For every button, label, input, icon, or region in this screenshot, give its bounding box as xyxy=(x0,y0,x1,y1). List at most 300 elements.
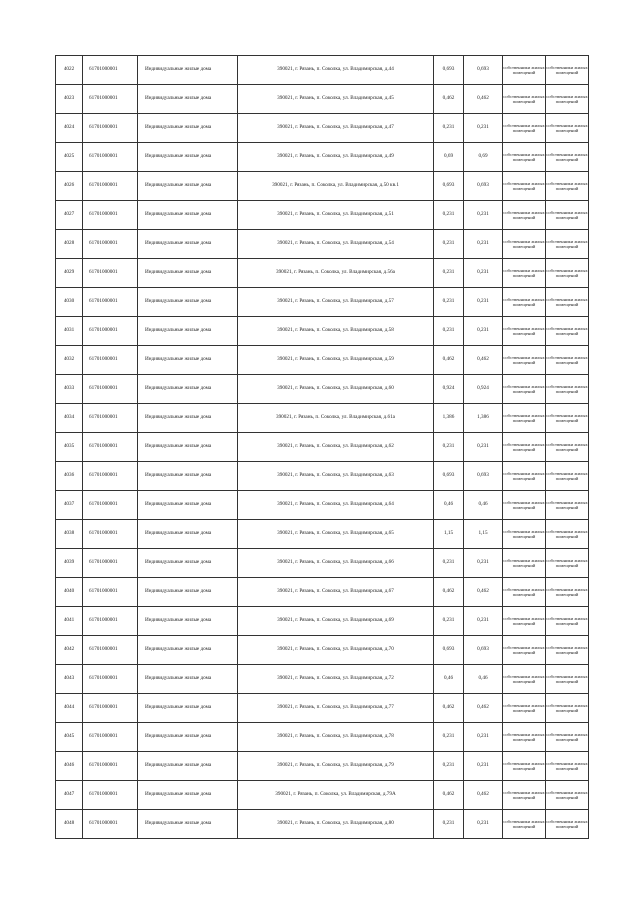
address: 390021, г. Рязань, п. Соколка, ул. Владимирская, д.77 xyxy=(238,694,434,723)
owner-text: собственники жилых помещений xyxy=(546,325,588,336)
oktmo-code: 61701000001 xyxy=(83,433,138,462)
oktmo-code: 61701000001 xyxy=(83,549,138,578)
owner-cell xyxy=(503,230,546,259)
table-row xyxy=(56,520,589,549)
row-number: 4041 xyxy=(56,607,83,636)
owner-cell-2 xyxy=(546,317,589,346)
oktmo-code: 61701000001 xyxy=(83,201,138,230)
owner-cell-2 xyxy=(546,433,589,462)
object-type: Индивидуальные жилые дома xyxy=(138,114,238,143)
owner-cell-2 xyxy=(546,230,589,259)
address: 390021, г. Рязань, п. Соколка, ул. Владимирская, д.69 xyxy=(238,607,434,636)
owner-text: собственники жилых помещений xyxy=(503,499,545,510)
owner-cell-2 xyxy=(546,172,589,201)
table-row xyxy=(56,56,589,85)
owner-cell xyxy=(503,462,546,491)
object-type: Индивидуальные жилые дома xyxy=(138,636,238,665)
owner-text: собственники жилых помещений xyxy=(546,151,588,162)
owner-text: собственники жилых помещений xyxy=(546,615,588,626)
row-number: 4030 xyxy=(56,288,83,317)
owner-cell-2 xyxy=(546,752,589,781)
owner-cell xyxy=(503,665,546,694)
table-row xyxy=(56,636,589,665)
owner-text: собственники жилых помещений xyxy=(546,267,588,278)
table-row xyxy=(56,607,589,636)
document-page xyxy=(55,55,588,839)
owner-text: собственники жилых помещений xyxy=(503,325,545,336)
row-number: 4038 xyxy=(56,520,83,549)
volume-value: 0,231 xyxy=(434,230,464,259)
volume-value-total: 0,46 xyxy=(464,665,503,694)
owner-cell-2 xyxy=(546,491,589,520)
volume-value: 0,46 xyxy=(434,665,464,694)
object-type: Индивидуальные жилые дома xyxy=(138,375,238,404)
volume-value-total: 0,693 xyxy=(464,172,503,201)
owner-text: собственники жилых помещений xyxy=(546,354,588,365)
owner-text: собственники жилых помещений xyxy=(546,180,588,191)
owner-cell-2 xyxy=(546,201,589,230)
volume-value-total: 0,231 xyxy=(464,549,503,578)
volume-value: 0,231 xyxy=(434,752,464,781)
oktmo-code: 61701000001 xyxy=(83,636,138,665)
object-type: Индивидуальные жилые дома xyxy=(138,56,238,85)
volume-value-total: 0,693 xyxy=(464,56,503,85)
owner-cell xyxy=(503,404,546,433)
object-type: Индивидуальные жилые дома xyxy=(138,723,238,752)
table-body xyxy=(56,56,589,839)
volume-value: 0,231 xyxy=(434,288,464,317)
owner-cell xyxy=(503,810,546,839)
row-number: 4044 xyxy=(56,694,83,723)
owner-cell-2 xyxy=(546,694,589,723)
owner-text: собственники жилых помещений xyxy=(546,64,588,75)
object-type: Индивидуальные жилые дома xyxy=(138,694,238,723)
owner-cell xyxy=(503,491,546,520)
owner-text: собственники жилых помещений xyxy=(546,499,588,510)
oktmo-code: 61701000001 xyxy=(83,520,138,549)
row-number: 4034 xyxy=(56,404,83,433)
oktmo-code: 61701000001 xyxy=(83,404,138,433)
volume-value: 0,693 xyxy=(434,172,464,201)
owner-text: собственники жилых помещений xyxy=(546,93,588,104)
owner-text: собственники жилых помещений xyxy=(503,760,545,771)
address: 390021, г. Рязань, п. Соколка, ул. Владимирская, д.61а xyxy=(238,404,434,433)
owner-text: собственники жилых помещений xyxy=(503,731,545,742)
owner-text: собственники жилых помещений xyxy=(503,528,545,539)
address: 390021, г. Рязань, п. Соколка, ул. Владимирская, д.60 xyxy=(238,375,434,404)
owner-text: собственники жилых помещений xyxy=(503,209,545,220)
owner-cell-2 xyxy=(546,404,589,433)
volume-value-total: 0,462 xyxy=(464,781,503,810)
volume-value: 0,462 xyxy=(434,694,464,723)
owner-cell xyxy=(503,607,546,636)
owner-text: собственники жилых помещений xyxy=(503,615,545,626)
row-number: 4029 xyxy=(56,259,83,288)
table-row xyxy=(56,491,589,520)
object-type: Индивидуальные жилые дома xyxy=(138,665,238,694)
address: 390021, г. Рязань, п. Соколка, ул. Владимирская, д.49 xyxy=(238,143,434,172)
row-number: 4023 xyxy=(56,85,83,114)
object-type: Индивидуальные жилые дома xyxy=(138,259,238,288)
volume-value-total: 0,231 xyxy=(464,723,503,752)
address: 390021, г. Рязань, п. Соколка, ул. Владимирская, д.63 xyxy=(238,462,434,491)
object-type: Индивидуальные жилые дома xyxy=(138,143,238,172)
row-number: 4027 xyxy=(56,201,83,230)
owner-text: собственники жилых помещений xyxy=(503,412,545,423)
volume-value: 0,231 xyxy=(434,723,464,752)
volume-value: 0,693 xyxy=(434,56,464,85)
volume-value-total: 0,231 xyxy=(464,201,503,230)
address: 390021, г. Рязань, п. Соколка, ул. Владимирская, д.66 xyxy=(238,549,434,578)
address: 390021, г. Рязань, п. Соколка, ул. Владимирская, д.65 xyxy=(238,520,434,549)
owner-cell-2 xyxy=(546,462,589,491)
volume-value-total: 0,231 xyxy=(464,288,503,317)
object-type: Индивидуальные жилые дома xyxy=(138,781,238,810)
owner-cell-2 xyxy=(546,346,589,375)
oktmo-code: 61701000001 xyxy=(83,781,138,810)
owner-cell xyxy=(503,433,546,462)
volume-value-total: 0,462 xyxy=(464,578,503,607)
owner-text: собственники жилых помещений xyxy=(503,354,545,365)
owner-text: собственники жилых помещений xyxy=(546,441,588,452)
table-row xyxy=(56,462,589,491)
owner-text: собственники жилых помещений xyxy=(546,528,588,539)
table-row xyxy=(56,143,589,172)
volume-value: 1,15 xyxy=(434,520,464,549)
volume-value: 0,462 xyxy=(434,346,464,375)
oktmo-code: 61701000001 xyxy=(83,346,138,375)
oktmo-code: 61701000001 xyxy=(83,752,138,781)
table-row xyxy=(56,288,589,317)
table-row xyxy=(56,201,589,230)
volume-value-total: 0,46 xyxy=(464,491,503,520)
owner-cell xyxy=(503,56,546,85)
owner-cell xyxy=(503,288,546,317)
owner-cell xyxy=(503,578,546,607)
oktmo-code: 61701000001 xyxy=(83,317,138,346)
volume-value-total: 0,924 xyxy=(464,375,503,404)
address: 390021, г. Рязань, п. Соколка, ул. Владимирская, д.56а xyxy=(238,259,434,288)
owner-text: собственники жилых помещений xyxy=(503,644,545,655)
table-row xyxy=(56,317,589,346)
owner-cell xyxy=(503,172,546,201)
volume-value-total: 0,231 xyxy=(464,433,503,462)
volume-value: 0,69 xyxy=(434,143,464,172)
owner-cell-2 xyxy=(546,665,589,694)
volume-value-total: 0,231 xyxy=(464,607,503,636)
volume-value: 0,231 xyxy=(434,317,464,346)
address: 390021, г. Рязань, п. Соколка, ул. Владимирская, д.67 xyxy=(238,578,434,607)
owner-cell xyxy=(503,143,546,172)
row-number: 4028 xyxy=(56,230,83,259)
table-row xyxy=(56,810,589,839)
row-number: 4033 xyxy=(56,375,83,404)
owner-cell-2 xyxy=(546,114,589,143)
volume-value-total: 0,231 xyxy=(464,259,503,288)
owner-cell-2 xyxy=(546,723,589,752)
table-row xyxy=(56,433,589,462)
volume-value: 0,231 xyxy=(434,810,464,839)
volume-value-total: 0,462 xyxy=(464,85,503,114)
object-type: Индивидуальные жилые дома xyxy=(138,346,238,375)
volume-value-total: 0,462 xyxy=(464,694,503,723)
oktmo-code: 61701000001 xyxy=(83,462,138,491)
oktmo-code: 61701000001 xyxy=(83,230,138,259)
owner-cell-2 xyxy=(546,781,589,810)
row-number: 4047 xyxy=(56,781,83,810)
oktmo-code: 61701000001 xyxy=(83,375,138,404)
owner-cell xyxy=(503,114,546,143)
owner-text: собственники жилых помещений xyxy=(503,470,545,481)
owner-cell xyxy=(503,636,546,665)
volume-value-total: 0,231 xyxy=(464,114,503,143)
row-number: 4031 xyxy=(56,317,83,346)
owner-text: собственники жилых помещений xyxy=(503,180,545,191)
table-row xyxy=(56,114,589,143)
object-type: Индивидуальные жилые дома xyxy=(138,491,238,520)
owner-cell-2 xyxy=(546,56,589,85)
object-type: Индивидуальные жилые дома xyxy=(138,520,238,549)
address: 390021, г. Рязань, п. Соколка, ул. Владимирская, д.72 xyxy=(238,665,434,694)
address: 390021, г. Рязань, п. Соколка, ул. Владимирская, д.70 xyxy=(238,636,434,665)
table-row xyxy=(56,781,589,810)
address: 390021, г. Рязань, п. Соколка, ул. Владимирская, д.59 xyxy=(238,346,434,375)
address: 390021, г. Рязань, п. Соколка, ул. Владимирская, д.51 xyxy=(238,201,434,230)
row-number: 4042 xyxy=(56,636,83,665)
owner-text: собственники жилых помещений xyxy=(546,383,588,394)
owner-cell xyxy=(503,723,546,752)
row-number: 4026 xyxy=(56,172,83,201)
oktmo-code: 61701000001 xyxy=(83,143,138,172)
owner-cell-2 xyxy=(546,578,589,607)
object-type: Индивидуальные жилые дома xyxy=(138,549,238,578)
owner-cell-2 xyxy=(546,607,589,636)
volume-value-total: 0,231 xyxy=(464,810,503,839)
object-type: Индивидуальные жилые дома xyxy=(138,578,238,607)
oktmo-code: 61701000001 xyxy=(83,85,138,114)
owner-cell xyxy=(503,317,546,346)
row-number: 4039 xyxy=(56,549,83,578)
table-row xyxy=(56,665,589,694)
volume-value-total: 0,231 xyxy=(464,317,503,346)
owner-cell-2 xyxy=(546,288,589,317)
table-row xyxy=(56,346,589,375)
owner-text: собственники жилых помещений xyxy=(546,412,588,423)
table-row xyxy=(56,694,589,723)
owner-cell xyxy=(503,549,546,578)
address: 390021, г. Рязань, п. Соколка, ул. Владимирская, д.47 xyxy=(238,114,434,143)
owner-text: собственники жилых помещений xyxy=(503,586,545,597)
volume-value: 0,924 xyxy=(434,375,464,404)
row-number: 4046 xyxy=(56,752,83,781)
object-type: Индивидуальные жилые дома xyxy=(138,85,238,114)
owner-text: собственники жилых помещений xyxy=(546,789,588,800)
oktmo-code: 61701000001 xyxy=(83,810,138,839)
owner-text: собственники жилых помещений xyxy=(546,731,588,742)
table-row xyxy=(56,259,589,288)
volume-value: 0,693 xyxy=(434,636,464,665)
object-type: Индивидуальные жилые дома xyxy=(138,607,238,636)
owner-text: собственники жилых помещений xyxy=(546,586,588,597)
owner-text: собственники жилых помещений xyxy=(546,296,588,307)
oktmo-code: 61701000001 xyxy=(83,114,138,143)
object-type: Индивидуальные жилые дома xyxy=(138,172,238,201)
address: 390021, г. Рязань, п. Соколка, ул. Владимирская, д.80 xyxy=(238,810,434,839)
owner-cell xyxy=(503,201,546,230)
address: 390021, г. Рязань, п. Соколка, ул. Владимирская, д.57 xyxy=(238,288,434,317)
volume-value-total: 1,15 xyxy=(464,520,503,549)
row-number: 4032 xyxy=(56,346,83,375)
object-type: Индивидуальные жилые дома xyxy=(138,288,238,317)
table-row xyxy=(56,85,589,114)
row-number: 4035 xyxy=(56,433,83,462)
object-type: Индивидуальные жилые дома xyxy=(138,317,238,346)
row-number: 4045 xyxy=(56,723,83,752)
volume-value: 0,462 xyxy=(434,578,464,607)
row-number: 4036 xyxy=(56,462,83,491)
volume-value-total: 0,231 xyxy=(464,230,503,259)
owner-text: собственники жилых помещений xyxy=(546,209,588,220)
volume-value: 0,231 xyxy=(434,549,464,578)
owner-cell-2 xyxy=(546,636,589,665)
owner-cell xyxy=(503,346,546,375)
owner-cell-2 xyxy=(546,810,589,839)
address: 390021, г. Рязань, п. Соколка, ул. Владимирская, д.79А xyxy=(238,781,434,810)
address: 390021, г. Рязань, п. Соколка, ул. Владимирская, д.54 xyxy=(238,230,434,259)
oktmo-code: 61701000001 xyxy=(83,56,138,85)
owner-cell-2 xyxy=(546,520,589,549)
owner-text: собственники жилых помещений xyxy=(503,818,545,829)
volume-value-total: 0,462 xyxy=(464,346,503,375)
owner-text: собственники жилых помещений xyxy=(503,64,545,75)
oktmo-code: 61701000001 xyxy=(83,665,138,694)
address: 390021, г. Рязань, п. Соколка, ул. Владимирская, д.50 кв.1 xyxy=(238,172,434,201)
volume-value: 0,462 xyxy=(434,781,464,810)
owner-text: собственники жилых помещений xyxy=(546,673,588,684)
owner-text: собственники жилых помещений xyxy=(503,673,545,684)
owner-cell-2 xyxy=(546,549,589,578)
volume-value: 0,231 xyxy=(434,259,464,288)
owner-text: собственники жилых помещений xyxy=(503,93,545,104)
owner-text: собственники жилых помещений xyxy=(546,557,588,568)
volume-value-total: 0,693 xyxy=(464,462,503,491)
object-type: Индивидуальные жилые дома xyxy=(138,810,238,839)
object-type: Индивидуальные жилые дома xyxy=(138,752,238,781)
volume-value: 0,46 xyxy=(434,491,464,520)
owner-cell xyxy=(503,85,546,114)
volume-value: 0,231 xyxy=(434,607,464,636)
object-type: Индивидуальные жилые дома xyxy=(138,404,238,433)
owner-cell xyxy=(503,694,546,723)
table-row xyxy=(56,578,589,607)
volume-value: 1,386 xyxy=(434,404,464,433)
table-row xyxy=(56,404,589,433)
volume-value: 0,231 xyxy=(434,433,464,462)
address: 390021, г. Рязань, п. Соколка, ул. Владимирская, д.45 xyxy=(238,85,434,114)
row-number: 4025 xyxy=(56,143,83,172)
address: 390021, г. Рязань, п. Соколка, ул. Владимирская, д.58 xyxy=(238,317,434,346)
owner-cell xyxy=(503,781,546,810)
row-number: 4048 xyxy=(56,810,83,839)
table-row xyxy=(56,549,589,578)
row-number: 4037 xyxy=(56,491,83,520)
row-number: 4022 xyxy=(56,56,83,85)
owner-cell xyxy=(503,520,546,549)
oktmo-code: 61701000001 xyxy=(83,172,138,201)
object-type: Индивидуальные жилые дома xyxy=(138,230,238,259)
oktmo-code: 61701000001 xyxy=(83,578,138,607)
owner-text: собственники жилых помещений xyxy=(503,296,545,307)
owner-cell-2 xyxy=(546,259,589,288)
owner-text: собственники жилых помещений xyxy=(503,702,545,713)
address: 390021, г. Рязань, п. Соколка, ул. Владимирская, д.44 xyxy=(238,56,434,85)
owner-cell xyxy=(503,752,546,781)
volume-value-total: 0,693 xyxy=(464,636,503,665)
address: 390021, г. Рязань, п. Соколка, ул. Владимирская, д.78 xyxy=(238,723,434,752)
owner-cell-2 xyxy=(546,143,589,172)
owner-cell-2 xyxy=(546,85,589,114)
oktmo-code: 61701000001 xyxy=(83,723,138,752)
owner-text: собственники жилых помещений xyxy=(503,238,545,249)
oktmo-code: 61701000001 xyxy=(83,288,138,317)
object-type: Индивидуальные жилые дома xyxy=(138,201,238,230)
owner-text: собственники жилых помещений xyxy=(546,760,588,771)
oktmo-code: 61701000001 xyxy=(83,259,138,288)
owner-text: собственники жилых помещений xyxy=(503,122,545,133)
owner-text: собственники жилых помещений xyxy=(546,702,588,713)
row-number: 4024 xyxy=(56,114,83,143)
owner-cell-2 xyxy=(546,375,589,404)
volume-value: 0,231 xyxy=(434,201,464,230)
address: 390021, г. Рязань, п. Соколка, ул. Владимирская, д.62 xyxy=(238,433,434,462)
oktmo-code: 61701000001 xyxy=(83,694,138,723)
owner-text: собственники жилых помещений xyxy=(546,470,588,481)
volume-value-total: 1,386 xyxy=(464,404,503,433)
row-number: 4043 xyxy=(56,665,83,694)
owner-text: собственники жилых помещений xyxy=(503,267,545,278)
object-type: Индивидуальные жилые дома xyxy=(138,462,238,491)
owner-text: собственники жилых помещений xyxy=(503,441,545,452)
table-row xyxy=(56,723,589,752)
owner-text: собственники жилых помещений xyxy=(503,789,545,800)
owner-text: собственники жилых помещений xyxy=(503,557,545,568)
housing-table xyxy=(55,55,589,839)
volume-value-total: 0,69 xyxy=(464,143,503,172)
table-row xyxy=(56,230,589,259)
owner-text: собственники жилых помещений xyxy=(546,238,588,249)
owner-text: собственники жилых помещений xyxy=(546,644,588,655)
object-type: Индивидуальные жилые дома xyxy=(138,433,238,462)
owner-cell xyxy=(503,259,546,288)
volume-value: 0,693 xyxy=(434,462,464,491)
owner-text: собственники жилых помещений xyxy=(503,151,545,162)
table-row xyxy=(56,375,589,404)
table-row xyxy=(56,752,589,781)
address: 390021, г. Рязань, п. Соколка, ул. Владимирская, д.64 xyxy=(238,491,434,520)
row-number: 4040 xyxy=(56,578,83,607)
owner-text: собственники жилых помещений xyxy=(546,122,588,133)
oktmo-code: 61701000001 xyxy=(83,607,138,636)
oktmo-code: 61701000001 xyxy=(83,491,138,520)
owner-cell xyxy=(503,375,546,404)
volume-value-total: 0,231 xyxy=(464,752,503,781)
address: 390021, г. Рязань, п. Соколка, ул. Владимирская, д.79 xyxy=(238,752,434,781)
volume-value: 0,462 xyxy=(434,85,464,114)
volume-value: 0,231 xyxy=(434,114,464,143)
owner-text: собственники жилых помещений xyxy=(546,818,588,829)
owner-text: собственники жилых помещений xyxy=(503,383,545,394)
table-row xyxy=(56,172,589,201)
